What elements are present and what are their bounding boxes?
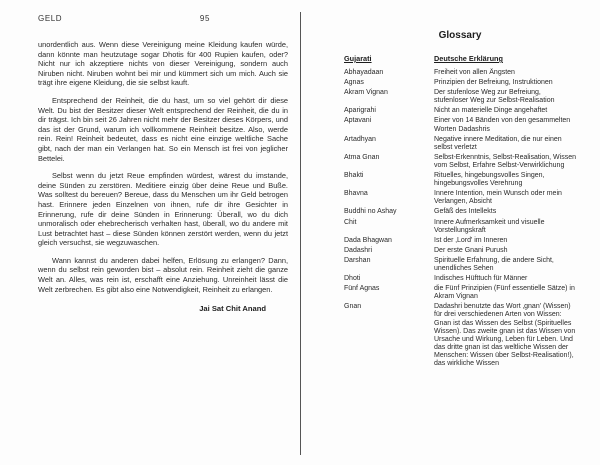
- glossary-header-row: [344, 54, 576, 63]
- glossary-definition: Innere Intention, mein Wunsch oder mein Verlangen, Absicht: [434, 190, 562, 206]
- glossary-term: Bhavna: [344, 190, 368, 198]
- right-page: [344, 30, 576, 370]
- glossary-definition: Innere Aufmerksamkeit und visuelle Vorstellungskraft: [434, 218, 545, 234]
- paragraph: Wann kannst du anderen dabei helfen, Erlösung zu erlangen? Dann, wenn du selbst rein geworden bist – absolut rein. Reinheit zieht die ganze Welt an. Alles, was rein ist, erschafft eine Anziehung. Unreinheit lässt die Welt zerbrechen. Es gibt also eine Notwendigkeit, Reinheit zu erlangen.: [38, 255, 288, 294]
- glossary-entry: [344, 219, 576, 235]
- glossary-definition: Rituelles, hingebungsvolles Singen, hingebungsvolles Verehrung: [434, 172, 545, 188]
- glossary-term: Agnas: [344, 79, 364, 87]
- glossary-entry: [344, 79, 576, 87]
- glossary-entry: [344, 190, 576, 206]
- glossary-entry: [344, 257, 576, 273]
- glossary-title: Glossary: [438, 30, 482, 41]
- glossary-entry: [344, 285, 576, 301]
- glossary-entry: [344, 247, 576, 255]
- glossary-definition: Der erste Gnani Purush: [434, 246, 508, 254]
- glossary-definition: Ist der ‚Lord' im Inneren: [434, 236, 508, 244]
- glossary-entry: [344, 89, 576, 105]
- glossary-term: Abhayadaan: [344, 69, 384, 76]
- glossary-definition: Prinzipien der Befreiung, Instruktionen: [434, 79, 553, 87]
- glossary-definition: Spirituelle Erfahrung, die andere Sicht, unendliches Sehen: [434, 256, 554, 272]
- paragraph: Selbst wenn du jetzt Reue empfinden würdest, wärest du imstande, deine Sünden zu zerstören. Meditiere einzig über deine Reue und Buße. Was solltest du bereuen? Bereue, dass du Menschen um ihr Geld betrogen hast. Erinnere jeden Einzelnen von ihnen, rufe dir ihre Gesichter in Erinnerung, rufe dir deine Sünden in Erinnerung: Überall, wo du dich unmoralisch oder ehebrecherisch verhalten hast, überall, wo du andere mit Lust betrachtet hast – diese Sünden können zerstört werden, wenn du jetzt gleich versuchst, sie wegzuwaschen.: [38, 171, 288, 248]
- glossary-entry: [344, 275, 576, 283]
- column-header-deutsche-erklaerung: Deutsche Erklärung: [434, 54, 503, 63]
- body-text: [38, 40, 288, 294]
- left-page: [38, 14, 288, 313]
- glossary-term: Dada Bhagwan: [344, 236, 392, 244]
- glossary-definition: Nicht an materielle Dinge angehaftet: [434, 107, 548, 115]
- glossary-term: Atma Gnan: [344, 153, 380, 161]
- glossary-definition: Gefäß des Intellekts: [434, 208, 497, 216]
- glossary-entry: [344, 117, 576, 133]
- running-title: GELD: [38, 14, 63, 23]
- paragraph: unordentlich aus. Wenn diese Vereinigung meine Kleidung kaufen würde, dann könnte man heutzutage sogar Dhotis für 400 Rupien kaufen, oder? Nicht nur ich akzeptiere nichts von dieser Vereinigung, sondern auch Niruben nicht. Niruben wohnt bei mir und kümmert sich um mich. Auch sie trägt ihre eigene Kleidung, die sie selbst kauft.: [38, 40, 288, 88]
- page-number: 95: [199, 14, 210, 23]
- glossary-entry: [344, 303, 576, 368]
- glossary-term: Darshan: [344, 256, 371, 264]
- glossary-term: Fünf Agnas: [344, 285, 380, 293]
- page-header: [38, 14, 288, 23]
- glossary-entry: [344, 69, 576, 77]
- glossary-definition: die Fünf Prinzipien (Fünf essentielle Sätze) in Akram Vignan: [434, 285, 575, 301]
- glossary-definition: Der stufenlose Weg zur Befreiung, stufenloser Weg zur Selbst-Realisation: [434, 89, 555, 105]
- glossary-definition: Negative innere Meditation, die nur einen selbst verletzt: [434, 135, 562, 151]
- paragraph: Entsprechend der Reinheit, die du hast, um so viel gehört dir diese Welt. Du bist der Besitzer dieser Welt entsprechend der Reinheit, die du in dir trägst. Ich bin seit 26 Jahren nicht mehr der Besitzer dieses Körpers, und das ist der Grund, warum ich vollkommene Reinheit besitze. Also, werde rein. Rein! Reinheit bedeutet, dass es nicht eine einzige weltliche Sache gibt, nach der man ein Verlangen hat. So ein Mensch ist frei von jeglicher Bettelei.: [38, 95, 288, 163]
- glossary-definition: Einer von 14 Bänden von den gesammelten Worten Dadashris: [434, 117, 571, 133]
- glossary-definition: Selbst-Erkenntnis, Selbst-Realisation, Wissen vom Selbst, Erfahre Selbst-Verwirklichung: [434, 153, 577, 169]
- glossary-term: Dadashri: [344, 246, 373, 254]
- glossary-term: Aparigrahi: [344, 107, 376, 115]
- glossary-term: Chit: [344, 218, 357, 226]
- glossary-term: Gnan: [344, 303, 362, 311]
- glossary-term: Buddhi no Ashay: [344, 208, 397, 216]
- glossary-entry: [344, 136, 576, 152]
- glossary-definition: Freiheit von allen Ängsten: [434, 69, 515, 76]
- glossary-list: [344, 69, 576, 368]
- glossary-entry: [344, 208, 576, 216]
- glossary-entry: [344, 107, 576, 115]
- glossary-term: Dhoti: [344, 275, 361, 283]
- glossary-definition: Dadashri benutzte das Wort ‚gnan' (Wissen) für drei verschiedenen Arten von Wissen: Gnan ist das Wissen des Selbst (Spirituelles Wissen). Das zweite gnan ist das Wissen von Ursache und Wirkung, Leben für Leben. Und das dritte gnan ist das weltliche Wissen der Menschen: Wissen über Selbst-Realisation!), das wirkliche Wissen: [434, 303, 576, 367]
- glossary-term: Artadhyan: [344, 135, 376, 143]
- glossary-entry: [344, 237, 576, 245]
- glossary-term: Bhakti: [344, 172, 364, 180]
- column-header-gujarati: Gujarati: [344, 54, 372, 63]
- signature: Jai Sat Chit Anand: [199, 304, 266, 314]
- glossary-term: Aptavani: [344, 117, 372, 125]
- glossary-entry: [344, 154, 576, 170]
- glossary-entry: [344, 172, 576, 188]
- glossary-definition: Indisches Hüfttuch für Männer: [434, 275, 528, 283]
- page-divider: [300, 12, 301, 455]
- glossary-term: Akram Vignan: [344, 89, 388, 97]
